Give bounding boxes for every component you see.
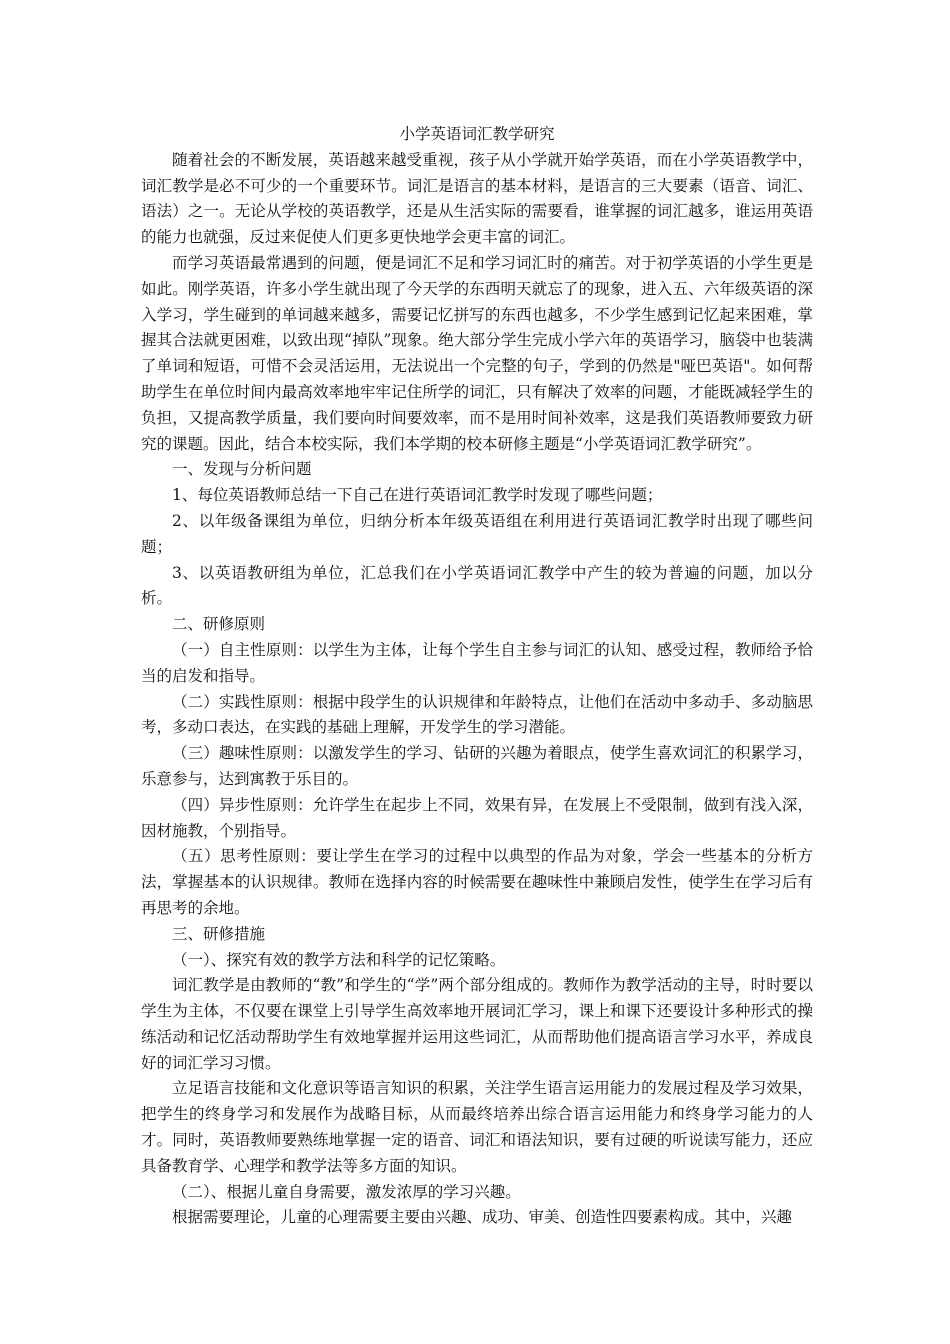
- section-heading-2: 二、研修原则: [172, 615, 266, 634]
- section-heading-3: 三、研修措施: [172, 924, 266, 943]
- measure-paragraph-2: 立足语言技能和文化意识等语言知识的积累，关注学生语言运用能力的发展过程及学习效果，把学生的终身学习和发展作为战略目标，从而最终培养出综合语言运用能力和终身学习能力的人才。同时，英语教师要熟练地掌握一定的语音、词汇和语法知识，要有过硬的听说读写能力，还应具备教育学、心理学和教学法等多方面的知识。: [141, 1079, 813, 1175]
- measure-paragraph-3: 根据需要理论，儿童的心理需要主要由兴趣、成功、审美、创造性四要素构成。其中，兴趣: [172, 1208, 793, 1227]
- section-heading-1: 一、发现与分析问题: [172, 460, 312, 479]
- principle-4: （四）异步性原则：允许学生在起步上不同，效果有异，在发展上不受限制，做到有浅入深，因材施教，个别指导。: [141, 795, 813, 840]
- list-item-1: 1、每位英语教师总结一下自己在进行英语词汇教学时发现了哪些问题；: [172, 486, 663, 505]
- principle-2: （二）实践性原则：根据中段学生的认识规律和年龄特点，让他们在活动中多动手、多动脑思考，多动口表达，在实践的基础上理解，开发学生的学习潜能。: [141, 692, 813, 737]
- paragraph-intro-1: 随着社会的不断发展，英语越来越受重视，孩子从小学就开始学英语，而在小学英语教学中，词汇教学是必不可少的一个重要环节。词汇是语言的基本材料，是语言的三大要素（语音、词汇、语法）之一。无论从学校的英语教学，还是从生活实际的需要看，谁掌握的词汇越多，谁运用英语的能力也就强，反过来促使人们更多更快地学会更丰富的词汇。: [141, 150, 813, 247]
- paragraph-intro-2: 而学习英语最常遇到的问题，便是词汇不足和学习词汇时的痛苦。对于初学英语的小学生更是如此。刚学英语，许多小学生就出现了今天学的东西明天就忘了的现象，进入五、六年级英语的深入学习，学生碰到的单词越来越多，需要记忆拼写的东西也越多，不少学生感到记忆起来困难，掌握其合法就更困难，以致出现“掉队”现象。绝大部分学生完成小学六年的英语学习，脑袋中也装满了单词和短语，可惜不会灵活运用，无法说出一个完整的句子，学到的仍然是"哑巴英语"。如何帮助学生在单位时间内最高效率地牢牢记住所学的词汇，只有解决了效率的问题，才能既减轻学生的负担，又提高教学质量，我们要向时间要效率，而不是用时间补效率，这是我们英语教师要致力研究的课题。因此，结合本校实际，我们本学期的校本研修主题是“小学英语词汇教学研究”。: [141, 253, 813, 453]
- measure-paragraph-1: 词汇教学是由教师的“教”和学生的“学”两个部分组成的。教师作为教学活动的主导，时时要以学生为主体，不仅要在课堂上引导学生高效率地开展词汇学习，课上和课下还要设计多种形式的操练活动和记忆活动帮助学生有效地掌握并运用这些词汇，从而帮助他们提高语言学习水平，养成良好的词汇学习习惯。: [141, 976, 813, 1072]
- measure-heading-2: （二）、根据儿童自身需要，激发浓厚的学习兴趣。: [172, 1182, 521, 1201]
- principle-1: （一）自主性原则：以学生为主体，让每个学生自主参与词汇的认知、感受过程，教师给予恰当的启发和指导。: [141, 640, 813, 685]
- measure-heading-1: （一）、探究有效的教学方法和科学的记忆策略。: [172, 950, 506, 969]
- principle-3: （三）趣味性原则：以激发学生的学习、钻研的兴趣为着眼点，使学生喜欢词汇的积累学习，乐意参与，达到寓教于乐目的。: [141, 744, 813, 788]
- document-title: 小学英语词汇教学研究: [399, 125, 555, 143]
- list-item-2: 2、以年级备课组为单位，归纳分析本年级英语组在利用进行英语词汇教学时出现了哪些问题；: [141, 511, 813, 556]
- list-item-3: 3、以英语教研组为单位，汇总我们在小学英语词汇教学中产生的较为普遍的问题，加以分析。: [141, 563, 813, 608]
- principle-5: （五）思考性原则：要让学生在学习的过程中以典型的作品为对象，学会一些基本的分析方法，掌握基本的认识规律。教师在选择内容的时候需要在趣味性中兼顾启发性，使学生在学习后有再思考的余地。: [141, 847, 813, 917]
- document-page: [141, 122, 813, 1231]
